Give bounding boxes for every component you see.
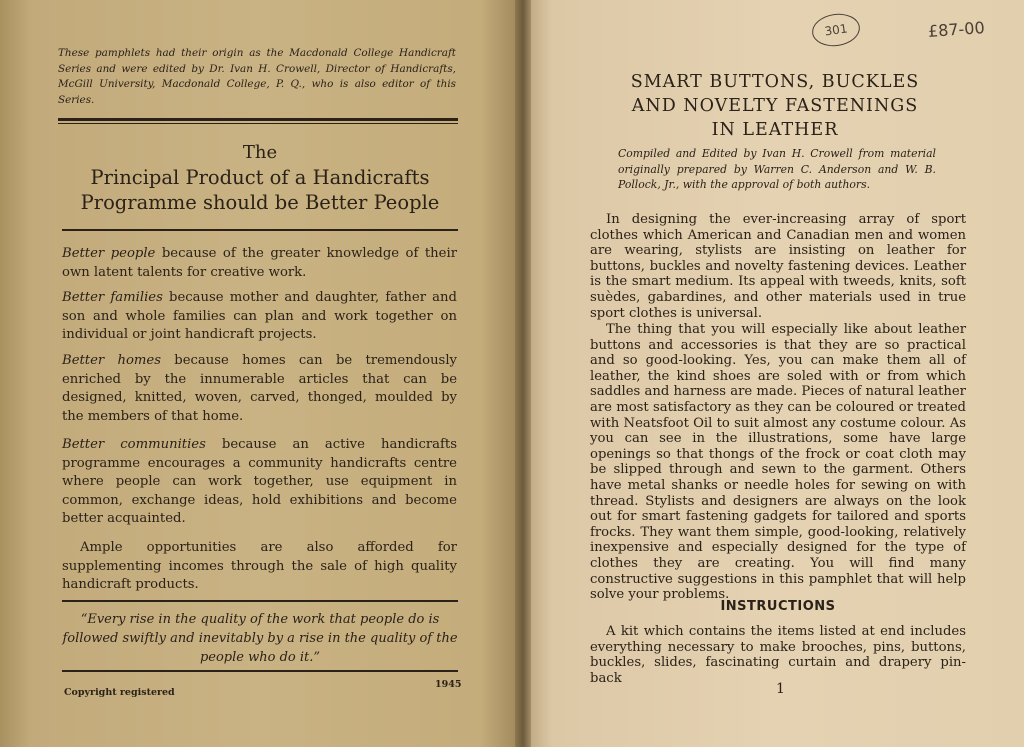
paragraph-text: In designing the ever-increasing array of sport clothes which American and Canadian men and women are wearing, stylists are insisting on leather for buttons, buckles and novelty fastening devices. Leather is the smart medium. Its appeal with tweeds, knits, soft suèdes, gabardines, and other materials used in true sport clothes is universal. xyxy=(590,212,966,321)
title-line: SMART BUTTONS, BUCKLES xyxy=(630,72,920,92)
author-credit: Compiled and Edited by Ivan H. Crowell from material originally prepared by Warren C. Anderson and W. B. Pollock, Jr., with the approval of both authors. xyxy=(618,147,936,191)
lead-phrase: Better communities xyxy=(62,437,206,452)
paragraph-closing: Ample opportunities are also afforded for supplementing incomes through the sale of high quality handicraft products. xyxy=(62,540,457,593)
publication-year: 1945 xyxy=(435,679,462,690)
paragraph-better-communities xyxy=(62,436,457,529)
body-paragraph xyxy=(590,322,966,603)
paragraph-text: A kit which contains the items listed at end includes everything necessary to make brooches, pins, buttons, buckles, slides, fascinating curtain and drapery pin-back xyxy=(590,624,966,686)
title-line: AND NOVELTY FASTENINGS xyxy=(631,96,919,116)
quote: “Every rise in the quality of the work that people do is followed swiftly and inevitably by a rise in the quality of the people who do it.” xyxy=(62,612,458,665)
paragraph-better-families xyxy=(62,289,457,345)
right-page-title xyxy=(600,70,950,142)
paragraph-text: because an active handicrafts programme encourages a community handicrafts centre where people can work together, use equipment in common, exchange ideas, hold exhibitions and become better acquainted. xyxy=(62,437,457,527)
title-line: Principal Product of a Handicrafts xyxy=(90,166,430,189)
divider-rule xyxy=(62,670,458,672)
handwritten-price-note: £87-00 xyxy=(927,18,986,41)
instructions-heading: INSTRUCTIONS xyxy=(720,599,836,614)
paragraph-text: because of the greater knowledge of their own latent talents for creative work. xyxy=(62,246,457,280)
body-paragraph xyxy=(590,212,966,321)
title-line: IN LEATHER xyxy=(711,120,839,140)
series-intro: These pamphlets had their origin as the Macdonald College Handicraft Series and were edited by Dr. Ivan H. Crowell, Director of Handicrafts, McGill University, Macdonald College, P. Q., who is also editor of this Series. xyxy=(58,47,456,106)
divider-rule xyxy=(58,118,458,124)
divider-rule xyxy=(62,229,458,231)
title-line: The xyxy=(242,142,278,163)
handwritten-circled-number: 301 xyxy=(810,11,862,49)
paragraph-text: because mother and daughter, father and son and whole families can plan and work together on individual or joint handicraft projects. xyxy=(62,290,457,343)
left-page-title xyxy=(62,140,458,215)
lead-phrase: Better people xyxy=(62,246,156,261)
body-paragraph xyxy=(590,624,966,686)
lead-phrase: Better homes xyxy=(62,353,161,368)
lead-phrase: Better families xyxy=(62,290,163,305)
divider-rule xyxy=(62,600,458,602)
copyright-notice: Copyright registered xyxy=(64,687,175,698)
paragraph-text: The thing that you will especially like about leather buttons and accessories is that they are so practical and so good-looking. Yes, you can make them all of leather, the kind shoes are soled with or from which saddles and harness are made. Pieces of natural leather are most satisfactory as they can be coloured or treated with Neatsfoot Oil to suit almost any costume colour. As you can see in the illustrations, some have large openings so that thongs of the frock or coat cloth may be slipped through and sewn to the garment. Others have metal shanks or needle holes for sewing on with thread. Stylists and designers are always on the look out for smart fastening gadgets for tailored and sports frocks. They want them simple, good-looking, relatively inexpensive and especially designed for the type of clothes they are creating. You will find many constructive suggestions in this pamphlet that will help solve your problems. xyxy=(590,322,966,603)
paragraph-better-homes xyxy=(62,352,457,426)
paragraph-text: because homes can be tremendously enriched by the innumerable articles that can be designed, knitted, woven, carved, thonged, moulded by the members of that home. xyxy=(62,353,457,424)
page-number: 1 xyxy=(776,681,785,697)
title-line: Programme should be Better People xyxy=(80,191,440,214)
book-gutter xyxy=(515,0,531,747)
paragraph-better-people xyxy=(62,245,457,282)
